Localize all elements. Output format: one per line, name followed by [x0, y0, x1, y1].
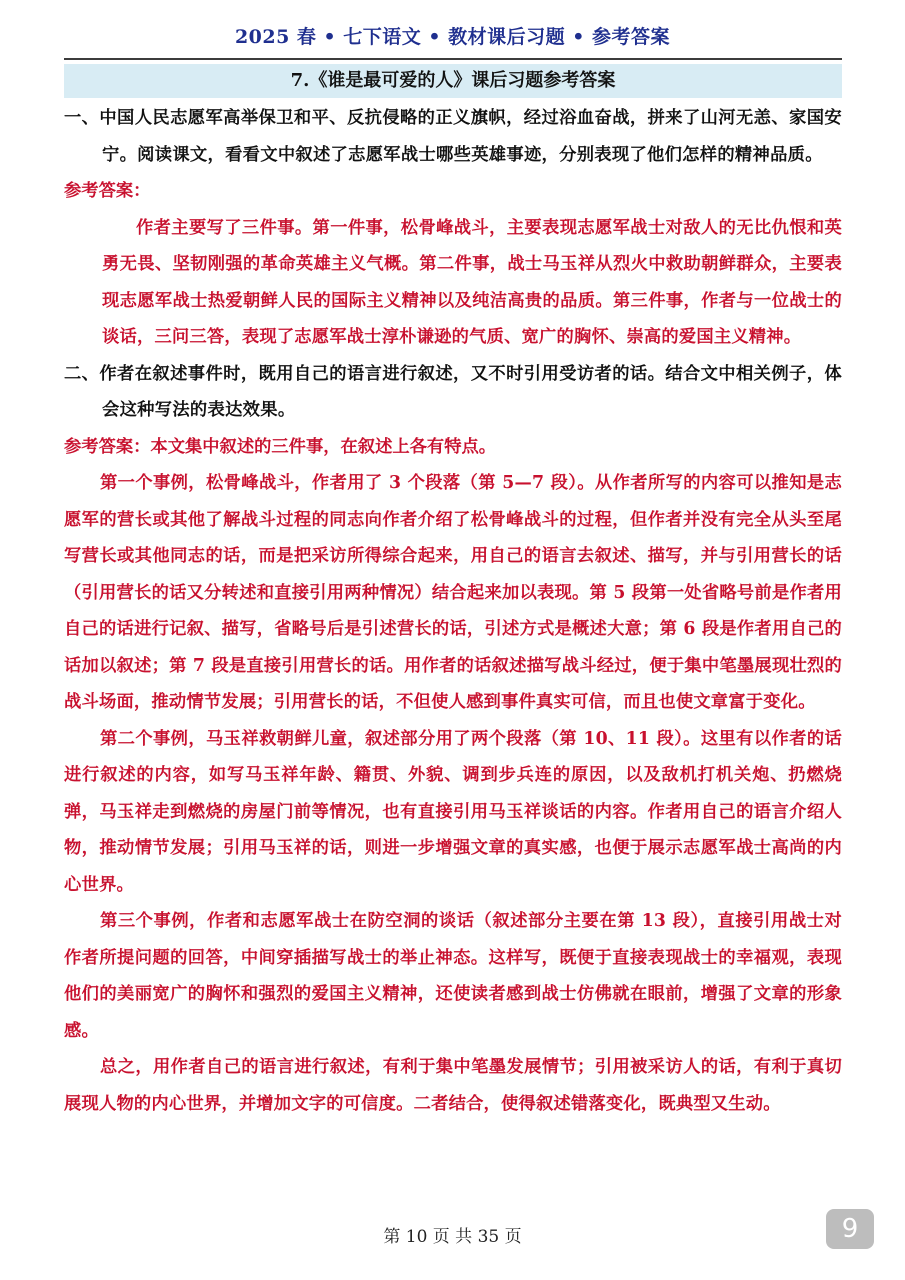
- answer-2-paragraph-4: 总之，用作者自己的语言进行叙述，有利于集中笔墨发展情节；引用被采访人的话，有利于真切展现人物的内心世界，并增加文字的可信度。二者结合，使得叙述错落变化，既典型又生动。: [64, 1057, 842, 1114]
- page-footer: 第 10 页 共 35 页: [383, 1227, 522, 1247]
- answer-2-intro: 参考答案：本文集中叙述的三件事，在叙述上各有特点。: [64, 436, 497, 457]
- answer-2-paragraph-1: 第一个事例，松骨峰战斗，作者用了 3 个段落（第 5—7 段）。从作者所写的内容可以推知是志愿军的营长或其他了解战斗过程的同志向作者介绍了松骨峰战斗的过程，但作者并没有完全从头至尾写营长或其他同志的话，而是把采访所得综合起来，用自己的语言去叙述、描写，并与引用营长的话（引用营长的话又分转述和直接引用两种情况）结合起来加以表现。第 5 段第一处省略号前是作者用自己的话进行记叙、描写，省略号后是引述营长的话，引述方式是概述大意；第 6 段是作者用自己的话加以叙述；第 7 段是直接引用营长的话。用作者的话叙述描写战斗经过，便于集中笔墨展现壮烈的战斗场面，推动情节发展；引用营长的话，不但使人感到事件真实可信，而且也使文章富于变化。: [64, 473, 842, 712]
- answer-2-paragraph-2: 第二个事例，马玉祥救朝鲜儿童，叙述部分用了两个段落（第 10、11 段）。这里有以作者的话进行叙述的内容，如写马玉祥年龄、籍贯、外貌、调到步兵连的原因，以及敌机打机关炮、扔燃烧弹，马玉祥走到燃烧的房屋门前等情况，也有直接引用马玉祥谈话的内容。作者用自己的语言介绍人物，推动情节发展；引用马玉祥的话，则进一步增强文章的真实感，也便于展示志愿军战士高尚的内心世界。: [64, 728, 842, 895]
- question-1: 一、中国人民志愿军高举保卫和平、反抗侵略的正义旗帜，经过浴血奋战，拼来了山河无恙、家国安宁。阅读课文，看看文中叙述了志愿军战士哪些英雄事迹，分别表现了他们怎样的精神品质。: [64, 108, 842, 165]
- page-number-badge: 9: [826, 1209, 874, 1249]
- question-2: 二、作者在叙述事件时，既用自己的语言进行叙述，又不时引用受访者的话。结合文中相关例子，体会这种写法的表达效果。: [64, 363, 842, 420]
- answer-1-text: 作者主要写了三件事。第一件事，松骨峰战斗，主要表现志愿军战士对敌人的无比仇恨和英勇无畏、坚韧刚强的革命英雄主义气概。第二件事，战士马玉祥从烈火中救助朝鲜群众，主要表现志愿军战士热爱朝鲜人民的国际主义精神以及纯洁高贵的品质。第三件事，作者与一位战士的谈话，三问三答，表现了志愿军战士淳朴谦逊的气质、宽广的胸怀、崇高的爱国主义精神。: [102, 217, 842, 347]
- document-body: [64, 100, 842, 1122]
- header-divider: [64, 58, 842, 60]
- answer-1-label: 参考答案：: [64, 181, 151, 201]
- lesson-title: 7.《谁是最可爱的人》课后习题参考答案: [64, 64, 842, 98]
- page-header-title: 2025 春 • 七下语文 • 教材课后习题 • 参考答案: [234, 26, 671, 48]
- answer-2-paragraph-3: 第三个事例，作者和志愿军战士在防空洞的谈话（叙述部分主要在第 13 段），直接引用战士对作者所提问题的回答，中间穿插描写战士的举止神态。这样写，既便于直接表现战士的幸福观，表现他们的美丽宽广的胸怀和强烈的爱国主义精神，还使读者感到战士仿佛就在眼前，增强了文章的形象感。: [64, 911, 842, 1041]
